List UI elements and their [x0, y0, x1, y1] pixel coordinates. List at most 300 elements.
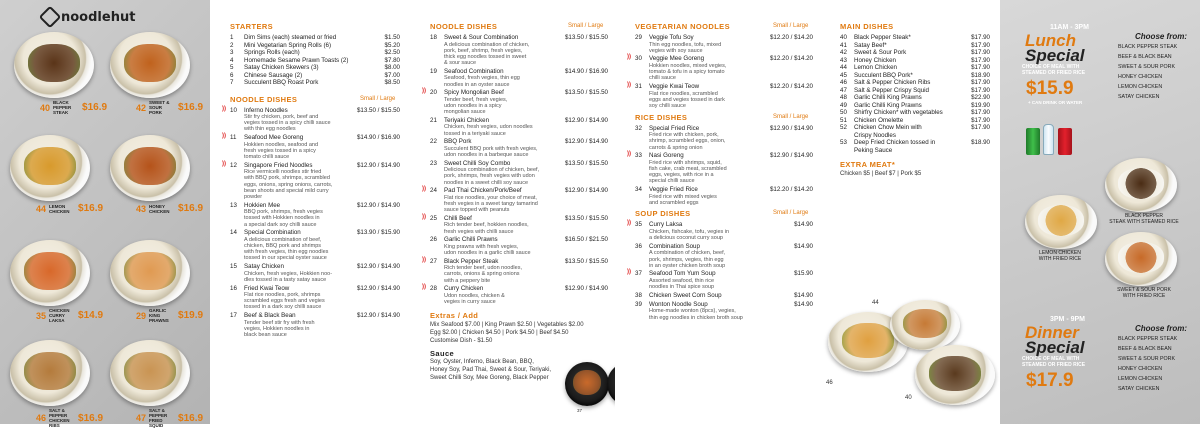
item-price: $13.50 / $15.50 [564, 214, 608, 222]
item-description: A delicious combination of chicken, [444, 41, 530, 48]
item-price: $13.50 / $15.50 [564, 34, 608, 41]
item-price: $12.90 / $14.90 [564, 138, 608, 146]
item-name: Chinese Sausage (2) [244, 71, 303, 79]
item-name: Seafood Mee Goreng [244, 134, 304, 142]
veg-rice-soup-panel [615, 0, 820, 424]
item-description: Rich tender beef, hokkien noodles, [444, 222, 529, 229]
menu-item[interactable] [230, 202, 280, 209]
item-number: 4 [230, 56, 234, 64]
item-price: $14.90 [794, 291, 813, 299]
item-description: Flat rice noodles, your choice of meat, [444, 194, 537, 201]
menu-item[interactable] [230, 134, 303, 141]
choose-option[interactable]: SATAY CHICKEN [1118, 94, 1160, 100]
item-description: Succulent BBQ pork with fresh vegies, [444, 145, 538, 152]
item-number: 10 [230, 106, 237, 114]
menu-item[interactable] [430, 215, 472, 222]
special-photo [1025, 195, 1097, 249]
menu-item[interactable] [840, 94, 922, 101]
item-number: 2 [230, 41, 234, 49]
dish-price: $14.9 [78, 310, 104, 321]
chilli-icon: )) [422, 186, 426, 193]
menu-item[interactable] [430, 138, 472, 145]
menu-item[interactable] [635, 83, 699, 90]
item-description: with a peppery bite [444, 277, 491, 284]
dish-price: $16.9 [178, 412, 204, 424]
item-price: $14.90 / $16.90 [356, 134, 400, 142]
menu-item[interactable] [430, 187, 522, 194]
item-number: 5 [230, 64, 234, 71]
item-number: 7 [230, 79, 234, 86]
menu-item[interactable] [840, 79, 930, 86]
item-name: Veggie Tofu Soy [649, 34, 694, 41]
item-name: Salt & Pepper Crispy Squid [854, 86, 929, 94]
item-description: carrots & spring onion [649, 144, 703, 151]
menu-item[interactable] [635, 221, 682, 228]
item-description: Assorted seafood, thin rice [649, 277, 715, 284]
menu-item[interactable] [635, 243, 700, 250]
item-price: $17.90 [971, 56, 990, 64]
item-number: 36 [635, 242, 642, 250]
menu-item[interactable] [840, 124, 922, 131]
item-price: $12.90 / $14.90 [769, 152, 813, 160]
item-number: 38 [635, 291, 642, 299]
item-number: 27 [430, 257, 437, 265]
dish-name: CHICKEN CURRY LAKSA [49, 308, 70, 323]
item-description: eggs and vegies tossed in dark [649, 96, 725, 103]
menu-item[interactable] [840, 57, 896, 64]
item-name: Special Combination [244, 229, 301, 237]
menu-item[interactable] [635, 152, 684, 159]
item-name: Sweet Chilli Soy Combo [444, 159, 511, 167]
item-name: Satay Beef* [854, 41, 887, 49]
item-name: Honey Chicken [854, 56, 896, 64]
item-description: with BBQ pork, shrimps, scrambled [244, 175, 330, 182]
chilli-icon: )) [222, 133, 226, 140]
size-label: Small / Large [773, 23, 809, 29]
item-description: with fresh vegies, thin egg noodles [244, 249, 329, 256]
item-price: $17.90 [971, 64, 990, 71]
special-subtitle: CHOICE OF MEAL WITH STEAMED OR FRIED RICE [1022, 64, 1086, 76]
menu-item[interactable] [230, 162, 312, 169]
special-subtitle: CHOICE OF MEAL WITH STEAMED OR FRIED RICE [1022, 356, 1086, 368]
thumb-number: 37 [577, 408, 583, 413]
section-title: MAIN DISHES [840, 22, 894, 31]
dish-price: $19.9 [178, 310, 204, 321]
chilli-icon: )) [422, 213, 426, 220]
item-name: Succulent BBQ Roast Pork [244, 79, 319, 86]
main-photo-number: 40 [905, 395, 912, 401]
item-price: $22.90 [971, 94, 990, 101]
item-description: Delicious combination of chicken, beef, [444, 167, 540, 174]
item-price: $18.90 [971, 71, 990, 79]
menu-item[interactable] [635, 186, 698, 193]
dish-caption [40, 100, 107, 115]
dish-food [24, 147, 75, 185]
item-description: Chicken, fresh vegies, udon noodles [444, 124, 533, 131]
item-description: sauce topped with peanuts [444, 207, 510, 214]
item-price: $17.90 [971, 116, 990, 124]
special-photo-caption: LEMON CHICKEN [1039, 250, 1081, 256]
item-description: tossed in a dark soy chilli sauce [244, 304, 322, 311]
choose-option[interactable]: LEMON CHICKEN [1118, 376, 1163, 382]
menu-item[interactable] [230, 285, 289, 292]
item-description: Fried rice with mixed vegies [649, 193, 717, 200]
item-number: 31 [635, 83, 642, 90]
item-name: BBQ Pork [444, 138, 472, 146]
item-name: Fried Kwai Teow [244, 284, 290, 292]
menu-item[interactable] [230, 64, 319, 71]
item-price: $13.90 / $15.90 [356, 229, 400, 237]
item-description: thick egg noodles tossed in sweet [444, 53, 527, 60]
item-description: mongolian sauce [444, 109, 486, 116]
menu-item[interactable] [840, 72, 913, 79]
sauce-line: Honey Soy, Pad Thai, Sweet & Sour, Teriyaki, [430, 366, 552, 373]
chilli-icon: )) [627, 151, 631, 158]
item-number: 17 [230, 312, 237, 320]
chilli-icon: )) [422, 256, 426, 263]
item-name: Veggie Kwai Teow [649, 83, 700, 90]
item-number: 33 [635, 152, 642, 160]
item-price: $12.20 / $14.20 [769, 34, 813, 41]
menu-item[interactable] [430, 160, 510, 167]
dish-photo [14, 32, 94, 98]
menu-item[interactable] [840, 87, 929, 94]
item-description: fish cake, crab meat, scrambled [649, 165, 727, 172]
item-price: $13.50 / $15.50 [564, 257, 608, 265]
item-description: Fried rice with chicken, pork, [649, 132, 719, 139]
menu-item[interactable] [635, 301, 708, 308]
item-name: Chicken Chow Mein with [854, 124, 922, 131]
item-price: $17.90 [971, 109, 990, 116]
special-photo-caption: SWEET & SOUR PORK [1117, 287, 1171, 293]
dish-name: SWEET & SOUR PORK [149, 100, 170, 115]
item-description: tomato chilli sauce [244, 154, 290, 160]
choose-option[interactable]: HONEY CHICKEN [1118, 74, 1163, 80]
brand-name: noodlehut [61, 9, 136, 25]
main-photo [915, 345, 995, 405]
item-description: Seafood, fresh vegies, thin egg [444, 75, 520, 82]
item-number: 32 [635, 124, 642, 132]
dish-number: 42 [136, 102, 147, 113]
menu-item[interactable] [840, 49, 906, 56]
dish-caption [36, 308, 103, 323]
item-number: 50 [840, 109, 847, 116]
item-name: Black Pepper Steak [444, 257, 499, 265]
chilli-icon: )) [222, 160, 226, 167]
special-food [1118, 242, 1164, 273]
dish-food [28, 44, 79, 82]
chilli-icon: )) [422, 284, 426, 291]
menu-item[interactable] [430, 89, 504, 96]
coke-can-icon [1058, 128, 1072, 155]
item-number: 23 [430, 159, 437, 167]
item-name: Mini Vegetarian Spring Rolls (6) [244, 41, 332, 49]
item-name: Chicken Omelette [854, 116, 904, 124]
item-description: King prawns with fresh vegies, [444, 243, 519, 250]
menu-item[interactable] [430, 34, 518, 41]
starters-panel [210, 0, 410, 424]
item-price: $2.50 [384, 49, 400, 56]
item-description: Thin egg noodles, tofu, mixed [649, 41, 722, 48]
menu-item[interactable] [840, 64, 897, 71]
section-title: STARTERS [230, 22, 274, 31]
extras-line: Mix Seafood $7.00 | King Prawn $2.50 | Vegetables $2.00 [430, 321, 584, 328]
dish-price: $16.9 [178, 102, 204, 113]
item-name: Teriyaki Chicken [444, 116, 490, 124]
item-name: Salt & Pepper Chicken Ribs [854, 79, 931, 86]
menu-item[interactable] [840, 34, 911, 41]
item-name: Garlic Chilli Prawns [444, 236, 498, 244]
choose-option[interactable]: BLACK PEPPER STEAK [1118, 44, 1178, 50]
menu-item[interactable] [230, 79, 318, 86]
item-price: $12.90 / $14.90 [356, 201, 400, 209]
main-food [929, 356, 980, 391]
item-description: tossed with Hokkien noodles in [244, 215, 320, 222]
dish-name: GARLIC KING PRAWNS [149, 308, 169, 323]
item-price: $14.90 / $16.90 [564, 67, 608, 75]
item-number: 41 [840, 41, 847, 49]
size-label: Small / Large [773, 210, 809, 217]
dish-price: $16.9 [82, 102, 108, 113]
special-title: Special [1025, 338, 1085, 357]
item-description: udon noodles in a spicy [444, 102, 502, 109]
dish-caption [36, 203, 103, 214]
item-name: Inferno Noodles [244, 106, 288, 114]
item-name: Dim Sims (each) steamed or fried [244, 34, 337, 41]
dish-photo [110, 240, 190, 306]
item-number: 15 [230, 263, 237, 271]
item-name: Combination Soup [649, 242, 700, 250]
dish-food [124, 147, 175, 185]
item-description: a delicious coconut curry soup [649, 235, 723, 242]
item-name: Satay Chicken Skewers (3) [244, 64, 319, 71]
item-number: 46 [840, 79, 847, 86]
main-photo-number: 46 [826, 380, 833, 386]
main-photo-number: 44 [872, 300, 879, 306]
item-description: dles tossed in a tasty satay sauce [244, 276, 327, 283]
item-number: 25 [430, 214, 437, 222]
menu-item[interactable] [430, 117, 489, 124]
thumb-photo [565, 362, 609, 406]
menu-item[interactable] [230, 42, 331, 49]
sauce-line: Sweet Chilli Soy, Mee Goreng, Black Pepper [430, 374, 549, 381]
special-photo-caption: WITH FRIED RICE [1122, 293, 1166, 299]
item-number: 18 [430, 34, 437, 41]
special-time: 11AM - 3PM [1050, 24, 1089, 31]
choose-option[interactable]: SATAY CHICKEN [1118, 386, 1160, 392]
item-name: Satay Chicken [244, 263, 284, 271]
menu-item[interactable] [840, 102, 922, 109]
item-price: $17.90 [971, 41, 990, 49]
item-name-cont: Peking Sauce [854, 146, 893, 154]
item-description: A delicious combination of beef, [244, 236, 322, 243]
item-number: 6 [230, 71, 234, 79]
item-name: Beef & Black Bean [244, 312, 296, 320]
choose-option[interactable]: HONEY CHICKEN [1118, 366, 1163, 372]
item-number: 14 [230, 229, 237, 237]
chilli-icon: )) [222, 105, 226, 112]
special-title: Lunch [1025, 31, 1076, 50]
menu-item[interactable] [430, 236, 498, 243]
choose-option[interactable]: SWEET & SOUR PORK [1118, 356, 1176, 362]
special-price: $17.9 [1026, 370, 1074, 391]
choose-option[interactable]: SWEET & SOUR PORK [1118, 64, 1176, 70]
choose-label: Choose from: [1135, 324, 1187, 333]
item-number: 42 [840, 49, 847, 56]
item-number: 21 [430, 116, 437, 124]
special-title: Dinner [1025, 323, 1079, 342]
item-name: Hokkien Mee [244, 201, 281, 209]
item-name: Spicy Mongolian Beef [444, 89, 504, 97]
item-name: Chilli Beef [444, 214, 472, 222]
menu-item[interactable] [430, 258, 498, 265]
item-description: special chilli sauce [649, 178, 695, 185]
item-number: 1 [230, 34, 234, 41]
item-number: 53 [840, 139, 847, 146]
item-name: Deep Fried Chicken tossed in [854, 139, 936, 146]
chilli-icon: )) [627, 220, 631, 227]
item-description: shrimp, scrambled eggs, onion, [649, 138, 726, 145]
menu-item[interactable] [230, 49, 300, 56]
choose-option[interactable]: LEMON CHICKEN [1118, 84, 1163, 90]
thumb-food [573, 370, 601, 396]
item-number: 44 [840, 64, 847, 71]
item-description: chicken, BBQ pork and shrimps [244, 243, 322, 249]
menu-item[interactable] [430, 285, 483, 292]
item-description: noodles in an oyster sauce [444, 81, 510, 88]
item-price: $12.90 / $14.90 [356, 312, 400, 320]
item-name: Chicken Sweet Corn Soup [649, 291, 722, 299]
choose-option[interactable]: BEEF & BLACK BEAN [1118, 54, 1172, 60]
chilli-icon: )) [627, 269, 631, 276]
main-food [842, 323, 893, 358]
item-name: Wonton Noodle Soup [649, 300, 708, 308]
extras-line: Customise Dish - $1.50 [430, 337, 493, 344]
dish-caption [136, 203, 203, 214]
item-number: 19 [430, 67, 437, 75]
item-description: Hokkien noodles, seafood and [244, 141, 318, 148]
section-title: RICE DISHES [635, 112, 688, 122]
menu-item[interactable] [230, 312, 296, 319]
dish-photo [110, 135, 190, 201]
item-name: Shirfry Chicken* with vegetables [854, 109, 943, 116]
item-name: Garlic Chilli King Prawns [854, 101, 922, 109]
item-description: & sour sauce [444, 60, 477, 67]
menu-item[interactable] [230, 34, 336, 41]
item-name: Succulent BBQ Pork* [854, 71, 913, 79]
menu-item[interactable] [635, 292, 722, 299]
item-description: powder [244, 194, 263, 200]
item-price: $12.20 / $14.20 [769, 55, 813, 63]
special-food [1038, 205, 1084, 236]
menu-item[interactable] [230, 57, 348, 64]
item-price: $14.90 [794, 242, 813, 250]
item-number: 22 [430, 138, 437, 146]
menu-item[interactable] [635, 270, 716, 277]
menu-item[interactable] [635, 34, 694, 41]
item-description: noodles in a sweet chilli soy sauce [444, 179, 529, 186]
menu-item[interactable] [840, 139, 935, 146]
item-description: black bean sauce [244, 332, 287, 338]
dish-food [124, 252, 175, 290]
menu-item[interactable] [430, 68, 504, 75]
item-name: Garlic Chilli King Prawns [854, 94, 922, 101]
menu-item[interactable] [635, 125, 699, 132]
item-price: $18.90 [971, 139, 990, 146]
dish-number: 46 [36, 413, 47, 423]
chilli-icon: )) [627, 54, 631, 61]
item-number: 28 [430, 285, 437, 293]
section-title: NOODLE DISHES [230, 94, 298, 104]
item-name: Seafood Tom Yum Soup [649, 270, 716, 278]
item-description: vegies tossed in a spicy chilli sauce [244, 120, 331, 127]
item-number: 30 [635, 55, 642, 63]
dish-number: 35 [36, 310, 47, 321]
item-price: $12.90 / $14.90 [356, 161, 400, 169]
section-title: NOODLE DISHES [430, 22, 498, 31]
item-price: $12.20 / $14.20 [769, 186, 813, 193]
item-price: $8.00 [384, 64, 400, 71]
item-description: Home-made wonton (8pcs), vegies, [649, 308, 736, 315]
menu-item[interactable] [230, 229, 301, 236]
menu-item[interactable] [635, 55, 704, 62]
special-photo [1105, 232, 1177, 286]
extras-title: Extras / Add [430, 310, 479, 320]
item-description: A combination of chicken, beef, [649, 250, 726, 257]
main-dishes-panel [820, 0, 1000, 424]
item-description: Rice vermicelli noodles stir fried [244, 169, 322, 176]
special-price: $15.9 [1026, 78, 1074, 99]
menu-item[interactable] [230, 107, 288, 114]
item-description: udon noodles in a barbeque sauce [444, 151, 529, 158]
menu-item[interactable] [840, 117, 903, 124]
main-food [903, 309, 948, 338]
item-number: 37 [635, 270, 642, 278]
item-number: 39 [635, 300, 642, 308]
chilli-icon: )) [422, 88, 426, 95]
dish-name: SALT & PEPPER CHICKEN RIBS [49, 408, 70, 428]
dish-food [124, 44, 175, 82]
item-price: $19.90 [971, 101, 990, 109]
item-number: 51 [840, 116, 847, 124]
item-price: $17.90 [971, 49, 990, 56]
choose-option[interactable]: BEEF & BLACK BEAN [1118, 346, 1172, 352]
menu-item[interactable] [230, 72, 302, 79]
dish-name: BLACK PEPPER STEAK [53, 100, 72, 115]
menu-item[interactable] [230, 263, 284, 270]
item-description: fresh vegies in a sweet tangy tamarind [444, 200, 538, 207]
dish-caption [136, 308, 203, 323]
special-photo-caption: WITH FRIED RICE [1038, 256, 1082, 262]
item-price: $17.90 [971, 79, 990, 86]
chilli-icon: )) [627, 82, 631, 88]
item-number: 24 [430, 187, 437, 195]
item-price: $13.50 / $15.50 [564, 159, 608, 167]
size-label: Small / Large [773, 113, 809, 120]
dish-photo [10, 240, 90, 306]
size-label: Small / Large [360, 95, 396, 102]
menu-item[interactable] [840, 42, 887, 49]
item-price: $7.00 [384, 71, 400, 79]
item-description: tossed in our special oyster sauce [244, 255, 327, 262]
item-number: 29 [635, 34, 642, 41]
extra-meat-title: EXTRA MEAT* [840, 160, 896, 169]
item-description: with thin egg noodles [244, 126, 296, 133]
item-description: Hokkien noodles, mixed vegies, [649, 62, 727, 69]
item-description: vegies, Hokkien noodles in [244, 325, 310, 332]
item-description: Chicken, fresh vegies, Hokkien noo- [244, 270, 333, 277]
choose-option[interactable]: BLACK PEPPER STEAK [1118, 336, 1178, 342]
